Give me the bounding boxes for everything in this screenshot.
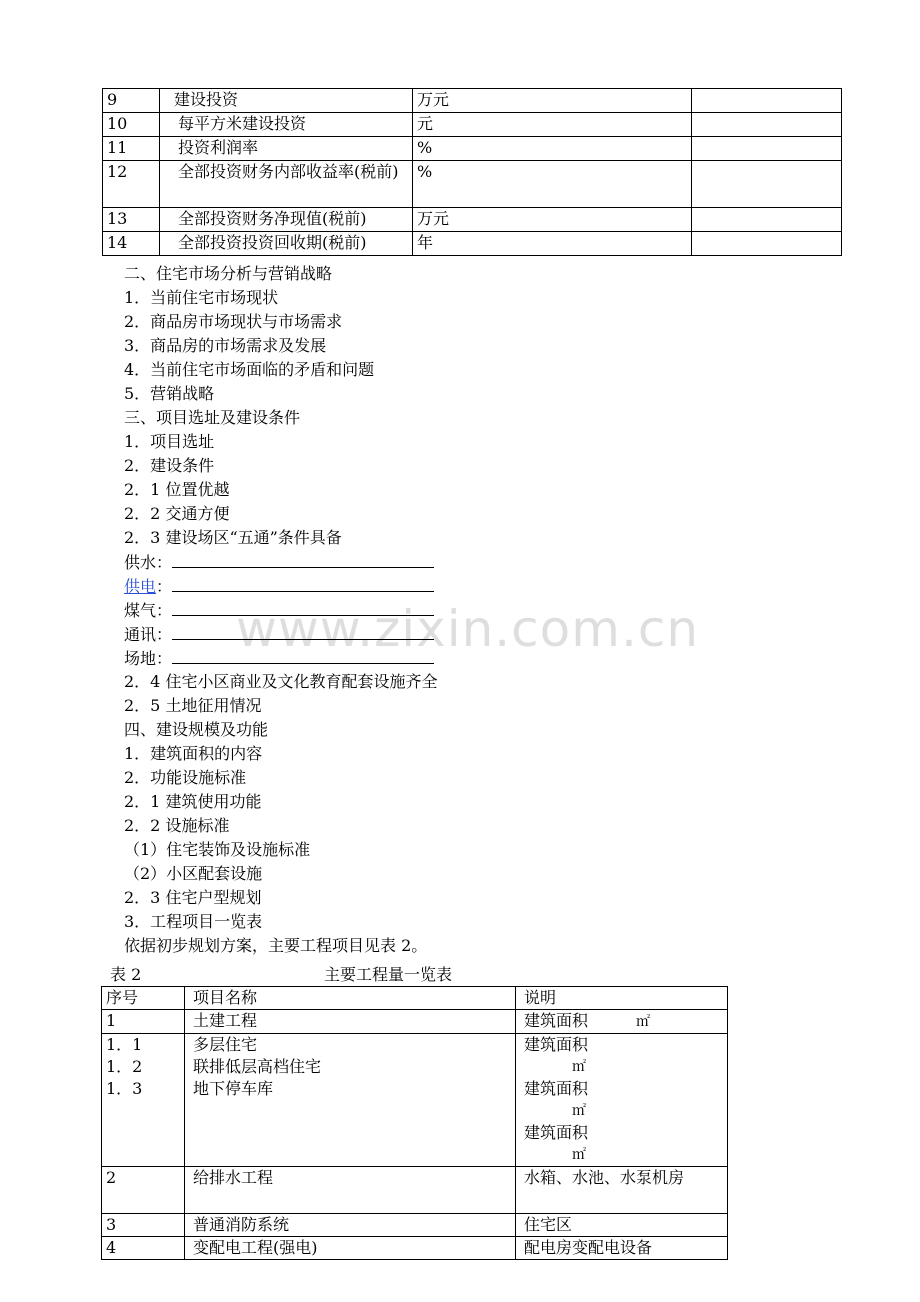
item-desc (516, 1010, 728, 1034)
row-number: 4 (102, 1237, 185, 1260)
outline-item: （2）小区配套设施 (124, 864, 263, 883)
indicator-unit: % (413, 137, 692, 161)
table-row (103, 89, 842, 113)
sub-name: 地下停车库 (193, 1079, 274, 1098)
item-desc: 水箱、水池、水泵机房 (516, 1167, 728, 1214)
row-number: 12 (103, 161, 160, 208)
row-number (102, 1034, 185, 1167)
indicator-unit: % (413, 161, 692, 208)
item-desc: 配电房变配电设备 (516, 1237, 728, 1260)
indicator-unit: 元 (413, 113, 692, 137)
indicator-unit: 年 (413, 232, 692, 256)
desc-text: 建筑面积 (524, 1035, 589, 1054)
item-name: 给排水工程 (185, 1167, 516, 1214)
table-header-row (102, 987, 728, 1010)
indicator-value (692, 208, 842, 232)
sub-desc (524, 1122, 723, 1166)
outline-item: 5．营销战略 (124, 384, 215, 403)
section-heading: 四、建设规模及功能 (124, 720, 269, 739)
unit-text: ㎡ (636, 1014, 651, 1030)
fill-line-site (124, 646, 437, 670)
fill-line-gas (124, 598, 437, 622)
desc-text: 建筑面积 (524, 1123, 589, 1142)
table-row (103, 113, 842, 137)
outline-item: （1）住宅装饰及设施标准 (124, 840, 311, 859)
header-name: 项目名称 (185, 987, 516, 1010)
paragraph: 依据初步规划方案，主要工程项目见表 2。 (124, 936, 428, 955)
table-row (102, 1034, 728, 1167)
row-number: 14 (103, 232, 160, 256)
power-link[interactable]: 供电 (124, 577, 157, 596)
outline-item: 2．2 设施标准 (124, 816, 230, 835)
fill-label: 通讯： (124, 625, 173, 644)
sub-number: 1．2 (106, 1057, 143, 1076)
outline-item: 2．3 建设场区“五通”条件具备 (124, 528, 342, 547)
indicator-table (102, 88, 842, 256)
blank-line (172, 574, 434, 592)
item-name: 变配电工程(强电) (185, 1237, 516, 1260)
table-row (102, 1237, 728, 1260)
document-outline (124, 262, 437, 958)
fill-label: ： (156, 577, 173, 596)
sub-number: 1．3 (106, 1079, 143, 1098)
outline-item: 1．建筑面积的内容 (124, 744, 263, 763)
fill-line-water (124, 550, 437, 574)
outline-item: 1．当前住宅市场现状 (124, 288, 279, 307)
row-number: 13 (103, 208, 160, 232)
table-row (103, 161, 842, 208)
desc-text: 建筑面积 (524, 1011, 589, 1030)
indicator-value (692, 113, 842, 137)
table-row (103, 232, 842, 256)
unit-text: ㎡ (572, 1059, 586, 1075)
table-row (103, 137, 842, 161)
row-number: 2 (102, 1167, 185, 1214)
table-row (102, 1214, 728, 1237)
section-heading: 二、住宅市场分析与营销战略 (124, 264, 333, 283)
indicator-name: 全部投资财务净现值(税前) (160, 208, 413, 232)
outline-item: 2．1 位置优越 (124, 480, 230, 499)
fill-line-comm (124, 622, 437, 646)
row-number: 9 (103, 89, 160, 113)
sub-name: 联排低层高档住宅 (193, 1057, 322, 1076)
indicator-name: 建设投资 (160, 89, 413, 113)
indicator-name: 投资利润率 (160, 137, 413, 161)
indicator-value (692, 232, 842, 256)
fill-label: 场地： (124, 649, 173, 668)
table-title: 主要工程量一览表 (324, 965, 453, 984)
blank-line (172, 622, 434, 640)
watermark: www.zixin.com.cn (236, 600, 700, 658)
table-caption (110, 963, 730, 987)
indicator-name: 全部投资财务内部收益率(税前) (160, 161, 413, 208)
sub-number: 1．1 (106, 1035, 143, 1054)
work-quantity-table (101, 986, 728, 1260)
blank-line (172, 646, 434, 664)
indicator-name: 全部投资投资回收期(税前) (160, 232, 413, 256)
blank-line (172, 598, 434, 616)
outline-item: 2．5 土地征用情况 (124, 696, 262, 715)
unit-text: ㎡ (572, 1147, 586, 1163)
outline-item: 1．项目选址 (124, 432, 215, 451)
fill-line-power (124, 574, 437, 598)
section-heading: 三、项目选址及建设条件 (124, 408, 301, 427)
item-desc: 住宅区 (516, 1214, 728, 1237)
table-row (102, 1010, 728, 1034)
unit-text: ㎡ (572, 1103, 586, 1119)
header-no: 序号 (102, 987, 185, 1010)
item-name: 土建工程 (185, 1010, 516, 1034)
blank-line (172, 550, 434, 568)
table-row (102, 1167, 728, 1214)
row-number: 10 (103, 113, 160, 137)
outline-item: 2．3 住宅户型规划 (124, 888, 262, 907)
indicator-name: 每平方米建设投资 (160, 113, 413, 137)
item-name: 普通消防系统 (185, 1214, 516, 1237)
table-number: 表 2 (110, 965, 142, 984)
indicator-unit: 万元 (413, 89, 692, 113)
indicator-value (692, 137, 842, 161)
indicator-value (692, 89, 842, 113)
row-number: 3 (102, 1214, 185, 1237)
outline-item: 3．商品房的市场需求及发展 (124, 336, 327, 355)
indicator-value (692, 161, 842, 208)
fill-label: 煤气： (124, 601, 173, 620)
sub-desc (524, 1034, 723, 1078)
sub-desc (524, 1078, 723, 1122)
desc-text: 建筑面积 (524, 1079, 589, 1098)
item-name (185, 1034, 516, 1167)
outline-item: 3．工程项目一览表 (124, 912, 263, 931)
outline-item: 4．当前住宅市场面临的矛盾和问题 (124, 360, 375, 379)
indicator-unit: 万元 (413, 208, 692, 232)
outline-item: 2．建设条件 (124, 456, 215, 475)
fill-label: 供水： (124, 553, 173, 572)
outline-item: 2．4 住宅小区商业及文化教育配套设施齐全 (124, 672, 438, 691)
header-desc: 说明 (516, 987, 728, 1010)
outline-item: 2．商品房市场现状与市场需求 (124, 312, 343, 331)
outline-item: 2．1 建筑使用功能 (124, 792, 262, 811)
table-row (103, 208, 842, 232)
row-number: 1 (102, 1010, 185, 1034)
sub-name: 多层住宅 (193, 1035, 258, 1054)
outline-item: 2．功能设施标准 (124, 768, 247, 787)
row-number: 11 (103, 137, 160, 161)
item-desc (516, 1034, 728, 1167)
outline-item: 2．2 交通方便 (124, 504, 230, 523)
